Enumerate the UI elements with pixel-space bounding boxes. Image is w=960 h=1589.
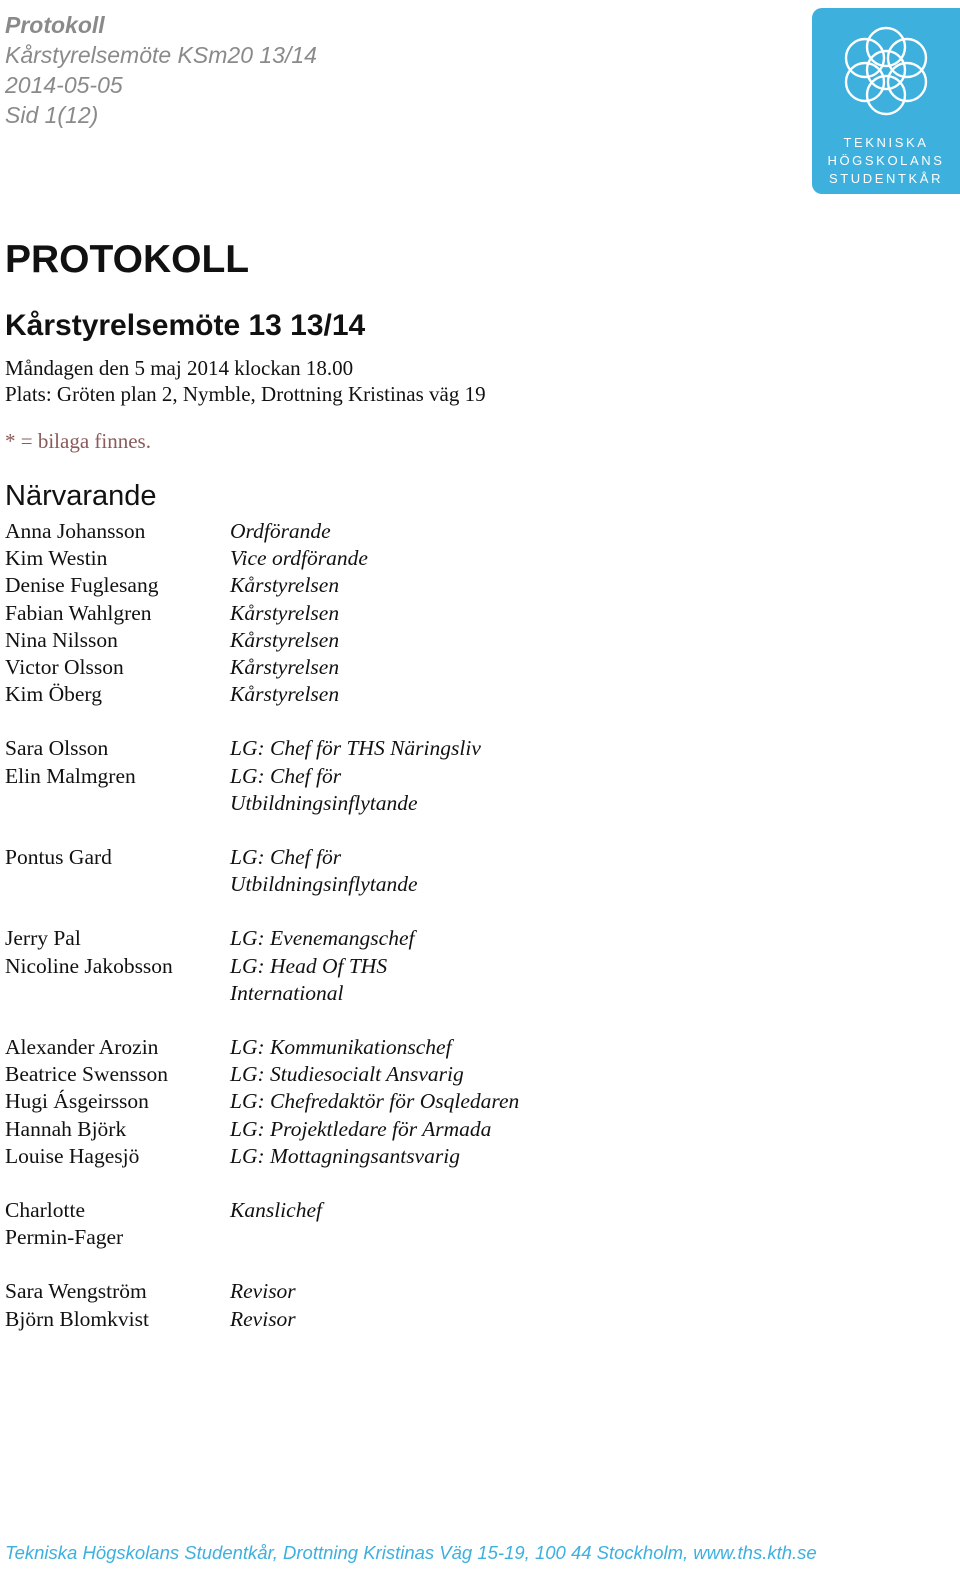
attendee-role: Ordförande bbox=[230, 519, 331, 543]
attendee-row bbox=[5, 1278, 520, 1305]
attendee-list bbox=[5, 518, 520, 1360]
attendee-name: Victor Olsson bbox=[5, 655, 124, 680]
attendee-group bbox=[5, 1197, 520, 1251]
attendee-row bbox=[5, 953, 520, 1007]
header-date: 2014-05-05 bbox=[5, 72, 123, 98]
attendee-group bbox=[5, 925, 520, 1007]
attendee-row bbox=[5, 1034, 520, 1061]
attendee-role: LG: Kommunikationschef bbox=[230, 1035, 452, 1060]
document-header-meta bbox=[5, 10, 317, 130]
attendee-name: Nicoline Jakobsson bbox=[5, 953, 173, 978]
attendee-role: Revisor bbox=[230, 1279, 296, 1304]
attendee-name: Sara Olsson bbox=[5, 736, 109, 761]
logo-line: HÖGSKOLANS bbox=[827, 153, 945, 168]
rings-logo-icon bbox=[822, 20, 950, 130]
attendee-row bbox=[5, 844, 520, 898]
attendee-row bbox=[5, 654, 520, 681]
attendee-group bbox=[5, 844, 520, 898]
attendee-name: Hannah Björk bbox=[5, 1116, 127, 1141]
attendee-row bbox=[5, 545, 520, 572]
attendee-group bbox=[5, 1034, 520, 1170]
attendee-role: Kårstyrelsen bbox=[230, 655, 340, 680]
attachment-note: * = bilaga finnes. bbox=[5, 429, 151, 453]
attendee-name: Anna Johansson bbox=[5, 519, 146, 543]
attendee-role: Kårstyrelsen bbox=[230, 627, 340, 652]
document-title: PROTOKOLL bbox=[5, 238, 250, 281]
attendee-name: Kim Westin bbox=[5, 546, 108, 571]
logo-line: TEKNISKA bbox=[843, 135, 929, 150]
attendee-name: Denise Fuglesang bbox=[5, 573, 159, 598]
attendee-name: Kim Öberg bbox=[5, 682, 102, 707]
attendee-role: LG: Head Of THS International bbox=[230, 953, 388, 1005]
attendee-role: Revisor bbox=[230, 1306, 296, 1331]
attendee-name: Jerry Pal bbox=[5, 926, 81, 951]
attendee-name: Hugi Ásgeirsson bbox=[5, 1089, 149, 1114]
attendee-role: LG: Chef för Utbildningsinflytande bbox=[230, 763, 418, 815]
attendee-role: LG: Chef för Utbildningsinflytande bbox=[230, 845, 418, 897]
attendee-row bbox=[5, 1197, 520, 1251]
attendee-role: LG: Studiesocialt Ansvarig bbox=[230, 1062, 464, 1087]
attendee-role: LG: Chef för THS Näringsliv bbox=[230, 736, 481, 761]
attendee-row bbox=[5, 572, 520, 599]
attendee-row bbox=[5, 735, 520, 762]
attendee-row bbox=[5, 925, 520, 952]
attendee-row bbox=[5, 1143, 520, 1170]
attendee-row bbox=[5, 1116, 520, 1143]
footer-address: Tekniska Högskolans Studentkår, Drottning Kristinas Väg 15-19, 100 44 Stockholm, www.ths.kth.se bbox=[5, 1542, 817, 1563]
ths-logo bbox=[812, 8, 960, 194]
attendee-role: Kanslichef bbox=[230, 1198, 322, 1223]
present-heading: Närvarande bbox=[5, 480, 157, 512]
header-meeting: Kårstyrelsemöte KSm20 13/14 bbox=[5, 42, 317, 68]
attendee-name: Björn Blomkvist bbox=[5, 1306, 149, 1331]
attendee-role: LG: Projektledare för Armada bbox=[230, 1116, 492, 1141]
attendee-row bbox=[5, 600, 520, 627]
attendee-role: LG: Evenemangschef bbox=[230, 926, 415, 951]
attendee-group bbox=[5, 1278, 520, 1332]
logo-wordmark bbox=[812, 134, 960, 188]
attendee-name: Elin Malmgren bbox=[5, 763, 136, 788]
attendee-name: Alexander Arozin bbox=[5, 1035, 159, 1060]
attendee-role: Vice ordförande bbox=[230, 546, 368, 571]
attendee-row bbox=[5, 1306, 520, 1333]
attendee-role: LG: Chefredaktör för Osqledaren bbox=[230, 1089, 520, 1114]
attendee-row bbox=[5, 1061, 520, 1088]
attendee-group bbox=[5, 518, 520, 708]
attendee-row bbox=[5, 763, 520, 817]
attendee-name: Sara Wengström bbox=[5, 1279, 147, 1304]
attendee-name: Charlotte Permin-Fager bbox=[5, 1198, 124, 1250]
attendee-name: Louise Hagesjö bbox=[5, 1143, 140, 1168]
attendee-name: Beatrice Swensson bbox=[5, 1062, 169, 1087]
logo-line: STUDENTKÅR bbox=[828, 171, 944, 186]
attendee-role: Kårstyrelsen bbox=[230, 573, 340, 598]
attendee-name: Fabian Wahlgren bbox=[5, 600, 152, 625]
attendee-row bbox=[5, 627, 520, 654]
attendee-role: LG: Mottagningsantsvarig bbox=[230, 1143, 460, 1168]
attendee-role: Kårstyrelsen bbox=[230, 600, 340, 625]
attendee-name: Nina Nilsson bbox=[5, 627, 118, 652]
attendee-name: Pontus Gard bbox=[5, 845, 112, 870]
meeting-title: Kårstyrelsemöte 13 13/14 bbox=[5, 309, 366, 342]
header-doc-type: Protokoll bbox=[5, 12, 105, 38]
attendee-row bbox=[5, 1088, 520, 1115]
meeting-date: Måndagen den 5 maj 2014 klockan 18.00 bbox=[5, 356, 354, 380]
attendee-role: Kårstyrelsen bbox=[230, 682, 340, 707]
attendee-row bbox=[5, 518, 520, 545]
attendee-group bbox=[5, 735, 520, 817]
attendee-row bbox=[5, 681, 520, 708]
meeting-place: Plats: Gröten plan 2, Nymble, Drottning Kristinas väg 19 bbox=[5, 382, 486, 406]
header-page-number: Sid 1(12) bbox=[5, 102, 99, 128]
